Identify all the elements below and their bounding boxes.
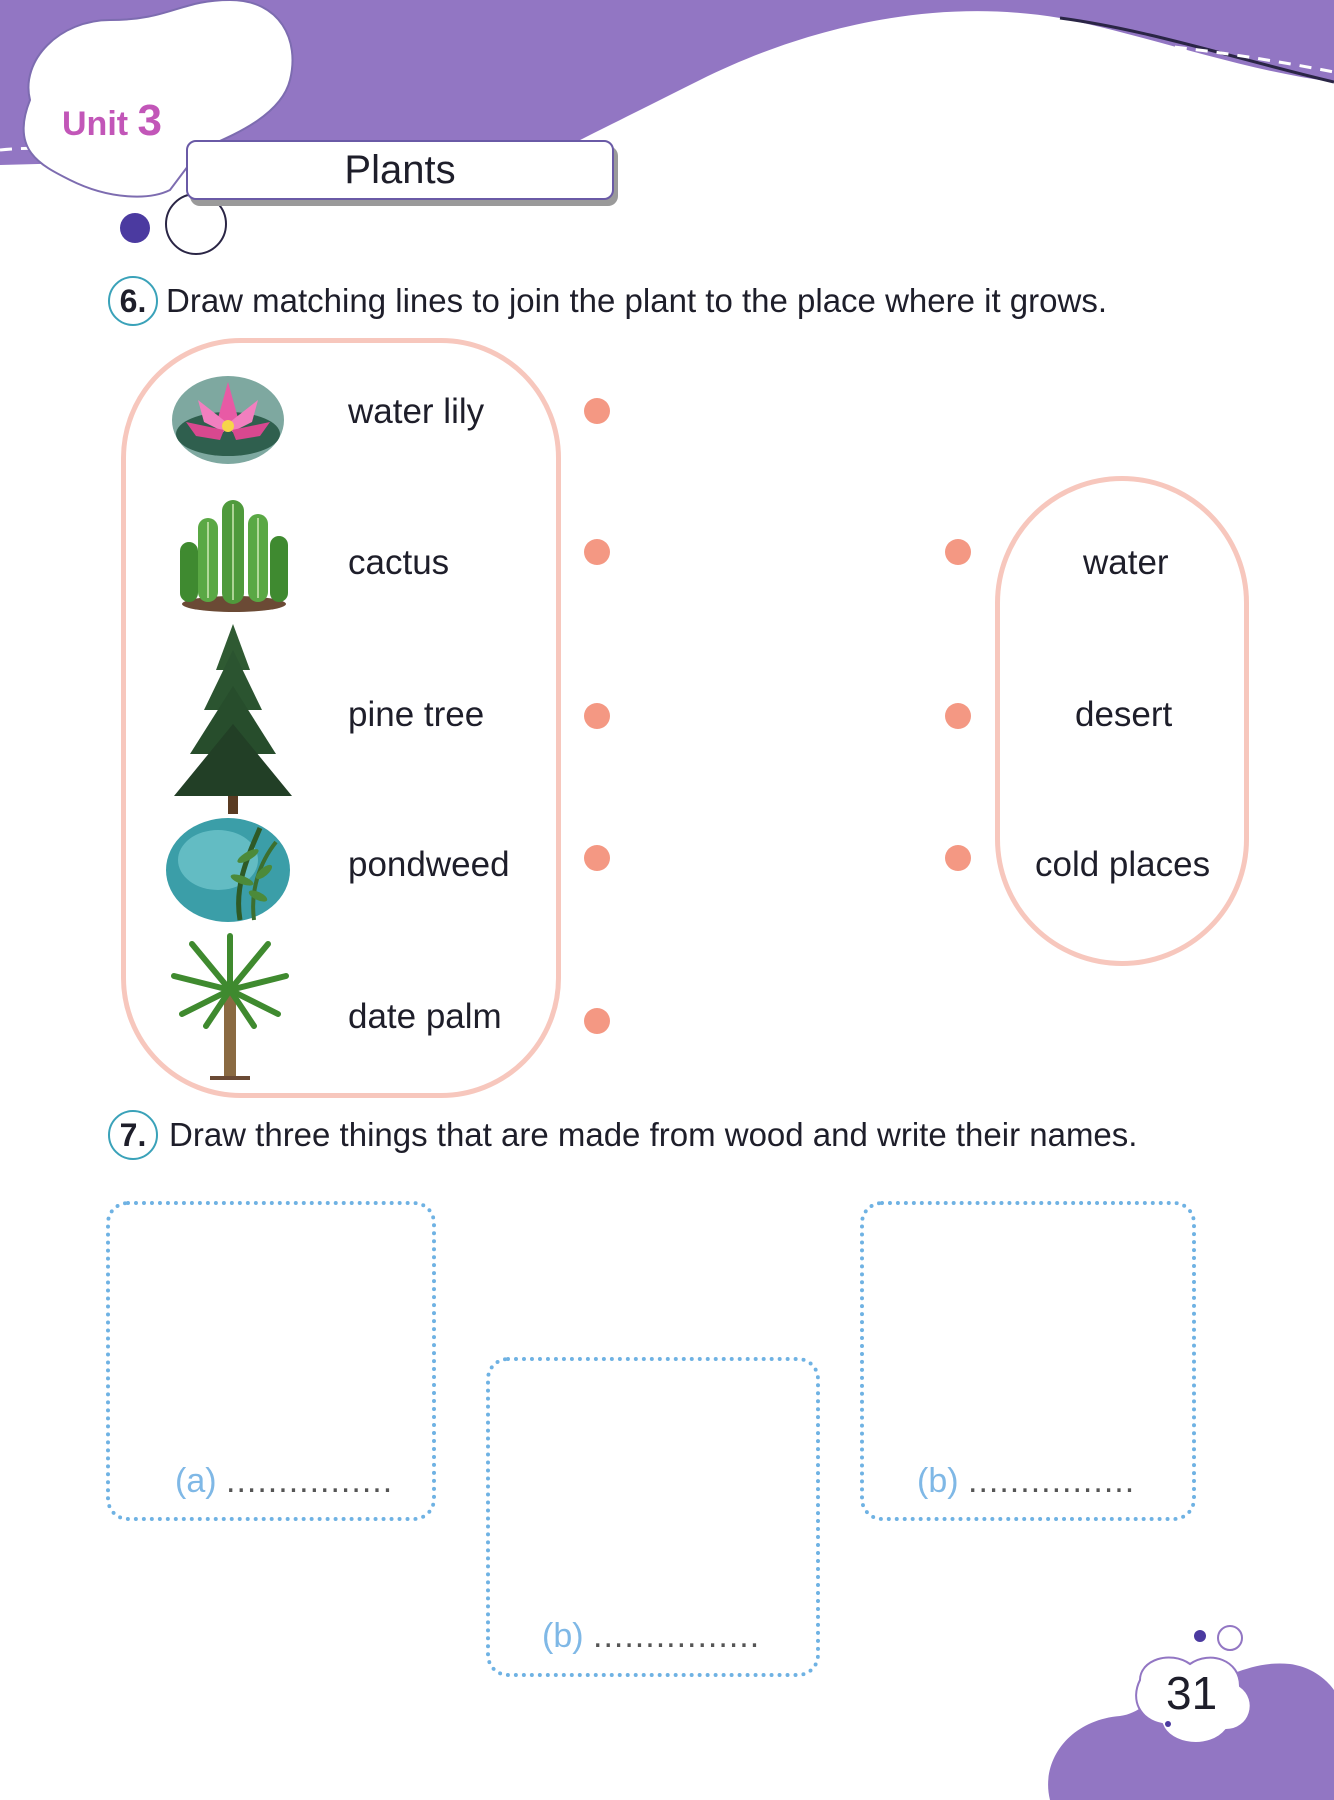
plant-label-pondweed: pondweed bbox=[348, 845, 510, 884]
place-dot-cold-places[interactable] bbox=[945, 845, 971, 871]
plant-label-date-palm: date palm bbox=[348, 997, 502, 1036]
cactus-icon bbox=[174, 492, 294, 612]
pondweed-icon bbox=[164, 816, 292, 924]
plant-dot-water-lily[interactable] bbox=[584, 398, 610, 424]
drawing-box-a-caption bbox=[175, 1462, 393, 1501]
drawing-box-b-middle-letter: (b) bbox=[542, 1617, 584, 1655]
drawing-box-a-letter: (a) bbox=[175, 1462, 217, 1500]
plant-dot-pondweed[interactable] bbox=[584, 845, 610, 871]
unit-number: 3 bbox=[137, 96, 163, 145]
drawing-box-b-right-caption bbox=[917, 1462, 1135, 1501]
water-lily-icon bbox=[168, 360, 288, 480]
plant-label-water-lily: water lily bbox=[348, 392, 485, 431]
page-title: Plants bbox=[186, 140, 614, 200]
plant-dot-date-palm[interactable] bbox=[584, 1008, 610, 1034]
unit-word: Unit bbox=[62, 105, 129, 143]
drawing-box-b-right-letter: (b) bbox=[917, 1462, 959, 1500]
drawing-box-b-right-answer-line[interactable]: ................ bbox=[968, 1462, 1136, 1500]
question-7-text: Draw three things that are made from wood and write their names. bbox=[169, 1116, 1138, 1153]
place-label-water: water bbox=[1083, 543, 1169, 582]
plant-dot-cactus[interactable] bbox=[584, 539, 610, 565]
header-wave-decoration bbox=[0, 0, 1334, 260]
question-6-number: 6. bbox=[108, 276, 158, 326]
drawing-box-a-answer-line[interactable]: ................ bbox=[226, 1462, 394, 1500]
place-dot-water[interactable] bbox=[945, 539, 971, 565]
drawing-box-b-middle-caption bbox=[542, 1617, 760, 1656]
page-number: 31 bbox=[1166, 1667, 1218, 1719]
question-7-number: 7. bbox=[108, 1110, 158, 1160]
drawing-box-b-middle-answer-line[interactable]: ................ bbox=[593, 1617, 761, 1655]
unit-label bbox=[62, 96, 162, 146]
plant-dot-pine-tree[interactable] bbox=[584, 703, 610, 729]
place-label-desert: desert bbox=[1075, 695, 1173, 734]
pine-tree-icon bbox=[170, 620, 296, 814]
place-label-cold-places: cold places bbox=[1035, 845, 1211, 884]
date-palm-icon bbox=[170, 930, 290, 1082]
question-6-text: Draw matching lines to join the plant to the place where it grows. bbox=[166, 282, 1107, 319]
plant-label-cactus: cactus bbox=[348, 543, 450, 582]
place-dot-desert[interactable] bbox=[945, 703, 971, 729]
plant-label-pine-tree: pine tree bbox=[348, 695, 485, 734]
